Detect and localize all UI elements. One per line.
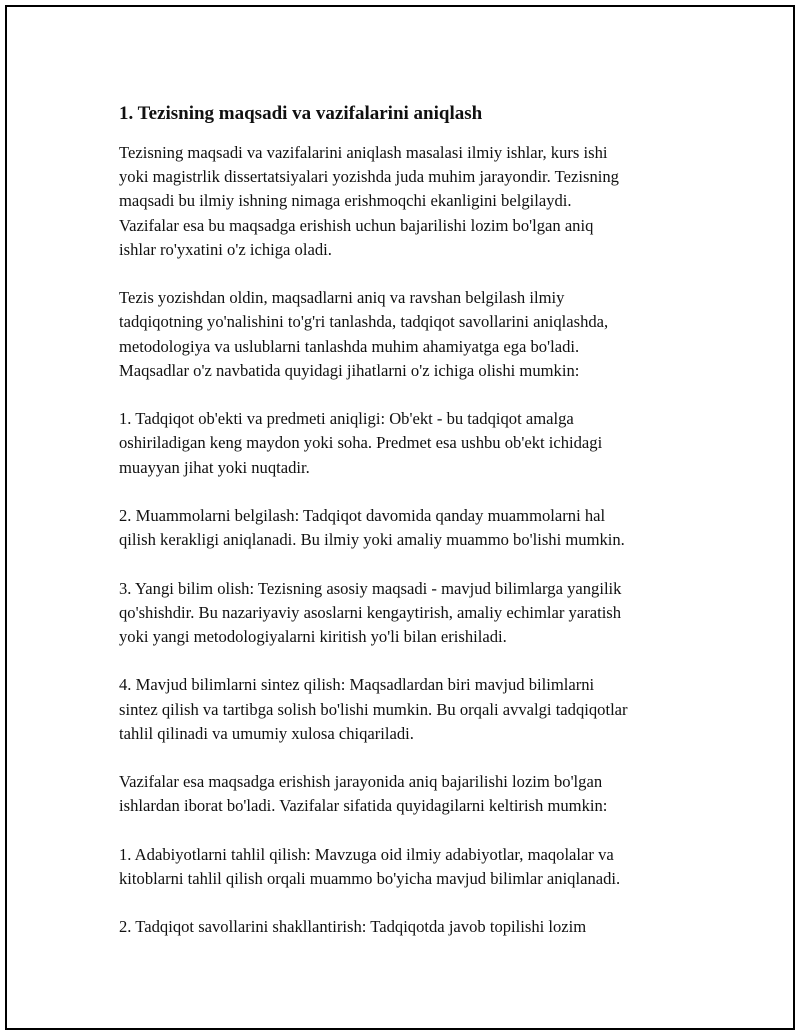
document-content (119, 101, 699, 940)
page-title: 1. Tezisning maqsadi va vazifalarini aniqlash (119, 103, 483, 124)
text-line: oshiriladigan keng maydon yoki soha. Predmet esa ushbu ob'ekt ichidagi (119, 433, 603, 453)
text-line: Maqsadlar o'z navbatida quyidagi jihatlarni o'z ichiga olishi mumkin: (119, 360, 580, 380)
text-line: Tezis yozishdan oldin, maqsadlarni aniq va ravshan belgilash ilmiy (119, 288, 565, 308)
document-page (5, 5, 795, 1030)
text-line: 1. Tadqiqot ob'ekti va predmeti aniqligi: Ob'ekt - bu tadqiqot amalga (119, 409, 574, 429)
text-line: 2. Muammolarni belgilash: Tadqiqot davomida qanday muammolarni hal (119, 506, 606, 525)
text-line: 4. Mavjud bilimlarni sintez qilish: Maqsadlardan biri mavjud bilimlarni (119, 675, 595, 695)
list-item (119, 673, 699, 746)
text-line: qilish kerakligi aniqlanadi. Bu ilmiy yoki amaliy muammo bo'lishi mumkin. (119, 530, 625, 550)
list-item (119, 577, 699, 650)
text-line: Vazifalar esa bu maqsadga erishish uchun bajarilishi lozim bo'lgan aniq (119, 215, 594, 235)
paragraph-spacer (119, 746, 699, 770)
text-line: 1. Adabiyotlarni tahlil qilish: Mavzuga oid ilmiy adabiyotlar, maqolalar va (119, 844, 614, 864)
text-line: metodologiya va uslublarni tanlashda muhim ahamiyatga ega bo'ladi. (119, 336, 580, 356)
text-line: ishlardan iborat bo'ladi. Vazifalar sifatida quyidagilarni keltirish mumkin: (119, 796, 608, 816)
text-line: 3. Yangi bilim olish: Tezisning asosiy maqsadi - mavjud bilimlarga yangilik (119, 578, 622, 598)
paragraph (119, 286, 699, 383)
text-line: 2. Tadqiqot savollarini shakllantirish: Tadqiqotda javob topilishi lozim (119, 917, 587, 937)
paragraph-spacer (119, 262, 699, 286)
text-line: kitoblarni tahlil qilish orqali muammo bo'yicha mavjud bilimlar aniqlanadi. (119, 868, 621, 888)
text-line: Tezisning maqsadi va vazifalarini aniqlash masalasi ilmiy ishlar, kurs ishi (119, 143, 608, 162)
paragraph-spacer (119, 480, 699, 504)
paragraph-spacer (119, 649, 699, 673)
paragraph-spacer (119, 819, 699, 843)
text-line: tahlil qilinadi va umumiy xulosa chiqariladi. (119, 723, 414, 743)
list-item (119, 504, 699, 552)
text-line: maqsadi bu ilmiy ishning nimaga erishmoqchi ekanligini belgilaydi. (119, 191, 572, 211)
text-line: qo'shishdir. Bu nazariyaviy asoslarni kengaytirish, amaliy echimlar yaratish (119, 602, 622, 622)
text-line: ishlar ro'yxatini o'z ichiga oladi. (119, 239, 332, 259)
paragraph-spacer (119, 891, 699, 915)
list-item (119, 843, 699, 891)
paragraph (119, 141, 699, 262)
list-item (119, 407, 699, 480)
text-line: sintez qilish va tartibga solish bo'lishi mumkin. Bu orqali avvalgi tadqiqotlar (119, 699, 628, 719)
text-line: tadqiqotning yo'nalishini to'g'ri tanlashda, tadqiqot savollarini aniqlashda, (119, 312, 609, 332)
paragraph (119, 770, 699, 818)
text-line: yoki yangi metodologiyalarni kiritish yo'li bilan erishiladi. (119, 627, 507, 646)
paragraph-spacer (119, 552, 699, 576)
paragraph-spacer (119, 383, 699, 407)
text-line: Vazifalar esa maqsadga erishish jarayonida aniq bajarilishi lozim bo'lgan (119, 772, 603, 792)
text-line: yoki magistrlik dissertatsiyalari yozishda juda muhim jarayondir. Tezisning (119, 167, 619, 187)
text-line: muayyan jihat yoki nuqtadir. (119, 457, 310, 477)
list-item (119, 915, 699, 939)
